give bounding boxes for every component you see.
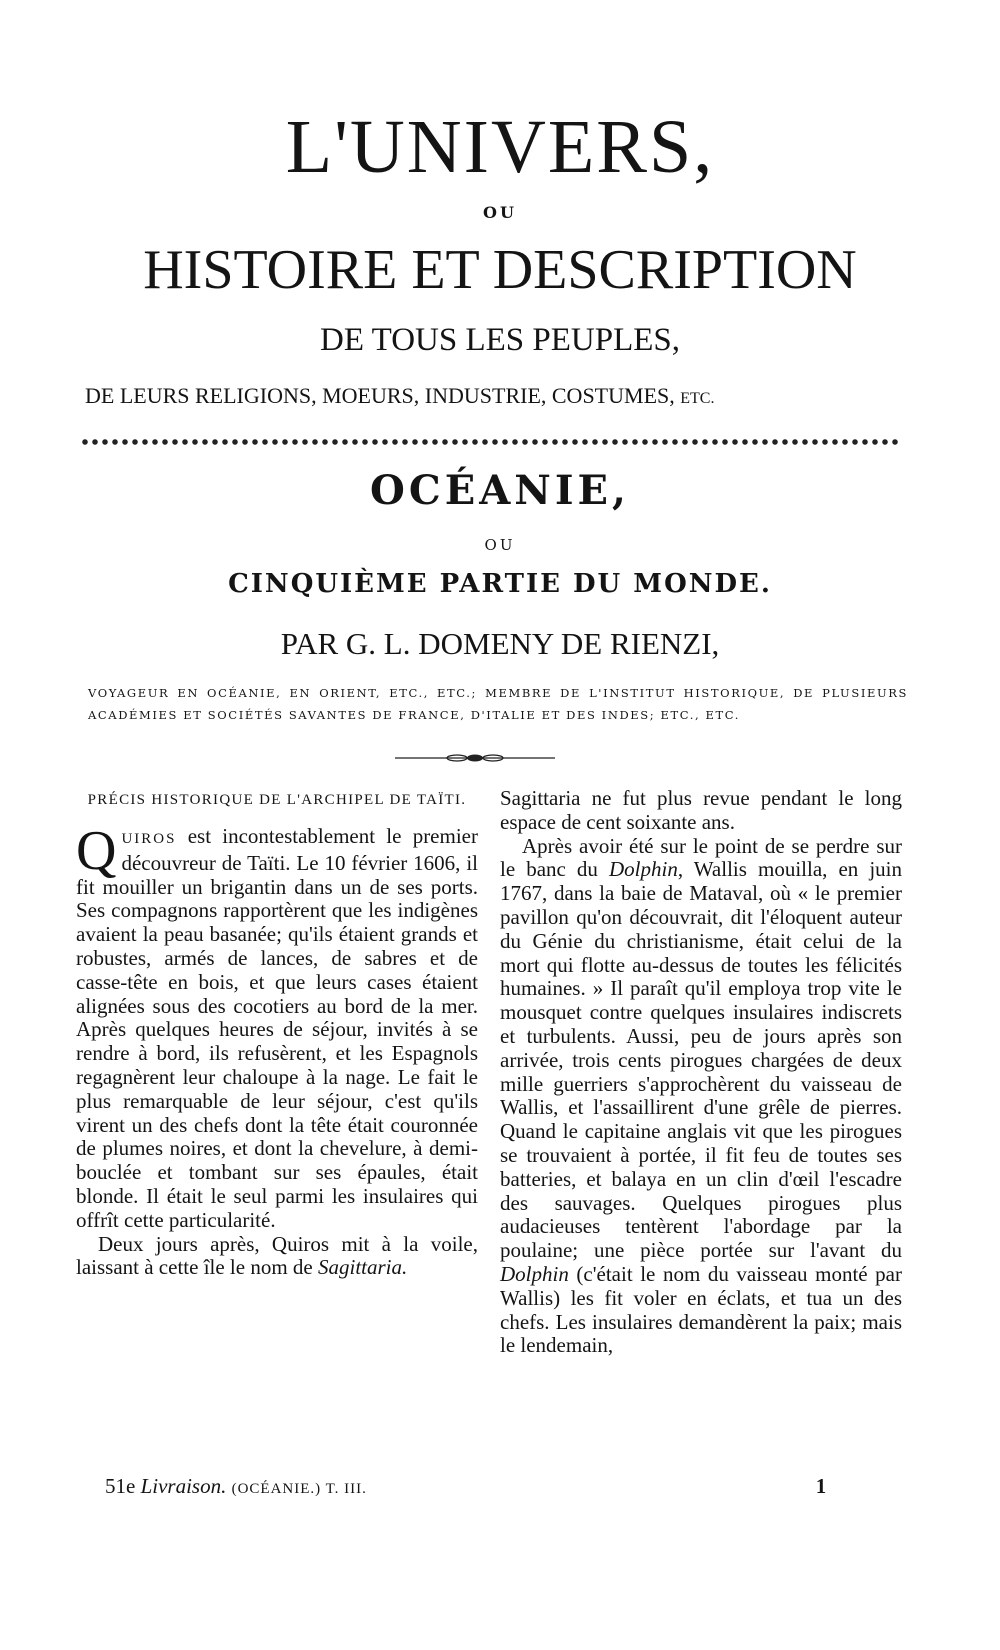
subtitle-peuples: DE TOUS LES PEUPLES,: [319, 322, 680, 358]
section-heading: PRÉCIS HISTORIQUE DE L'ARCHIPEL DE TAÏTI.: [87, 792, 467, 808]
first-word-smallcaps: UIROS: [121, 831, 177, 847]
wallis-text-c: (c'était le nom du vaisseau monté par Wallis) les fit voler en éclats, et tua un des chefs. Les insulaires demandèrent la paix; mais le lendemain,: [500, 1261, 902, 1358]
paragraph-quiros: [76, 820, 478, 1233]
subtitle-histoire: HISTOIRE ET DESCRIPTION: [143, 239, 857, 301]
conjunction-ou-2: OU: [484, 536, 516, 554]
conjunction-ou-1: OU: [483, 203, 517, 222]
dotted-ornament-divider: [80, 437, 898, 447]
paragraph-1-text: est incontestablement le premier découvreur de Taïti. Le 10 février 1606, il fit mouiller un brigantin dans un de ses ports. Ses compagnons rapportèrent que les indigènes avaient la peau basanée; qu'ils étaient grands et robustes, armés de lances, de sabres et de casse-tête en bois, et que leurs cases étaient alignées sous des cocotiers au bord de la mer. Après quelques heures de séjour, invités à se rendre à bord, ils refusèrent, et les Espagnols regagnèrent leur chaloupe à la nage. Le fait le plus remarquable de leur séjour, c'est qu'ils virent un des chefs dont la tête était couronnée de plumes noires, et dont la chevelure, à demi-bouclée et tombant sur ses épaules, était blonde. Il était le seul parmi les insulaires qui offrît cette particularité.: [76, 824, 478, 1232]
main-title: L'UNIVERS,: [285, 105, 715, 189]
livraison-word: Livraison.: [140, 1474, 227, 1498]
subtitle-etc: ETC.: [680, 390, 715, 407]
subtitle-religions: [85, 381, 905, 414]
flourish-rule-icon: [395, 753, 555, 763]
author-credentials: VOYAGEUR EN OCÉANIE, EN ORIENT, ETC., ETC.; MEMBRE DE L'INSTITUT HISTORIQUE, DE PLUSIEURS ACADÉMIES ET SOCIÉTÉS SAVANTES DE FRANCE, D'ITALIE ET DES INDES; ETC., ETC.: [88, 686, 908, 722]
paragraph-wallis: [500, 835, 902, 1359]
livraison-number: 51e: [105, 1474, 136, 1498]
footer-signature: [105, 1474, 505, 1499]
paragraph-2-text: Deux jours après, Quiros mit à la voile, laissant à cette île le nom de: [76, 1231, 478, 1280]
right-column: [500, 787, 902, 1358]
page-number: 1: [815, 1474, 827, 1498]
paragraph-sagittaria: Sagittaria ne fut plus revue pendant le long espace de cent soixante ans.: [500, 786, 902, 834]
wallis-text-b: , Wallis mouilla, en juin 1767, dans la baie de Mataval, où « le premier pavillon qu'on découvrait, dit l'éloquent auteur du Génie du christianisme, était celui de la mort qui flotte au-dessus de toutes les félicités humaines. » Il paraît qu'il employa trop vite le mousquet contre quelques insulaires indiscrets et turbulents. Aussi, peu de jours après son arrivée, trois cents pirogues chargées de deux mille guerriers s'approchèrent du vaisseau de Wallis, et l'assaillirent d'une grêle de pierres. Quand le capitaine anglais vit que les pirogues se trouvaient à portée, il fit feu de toutes ses batteries, et balaya en un clin d'œil l'escadre des sauvages. Quelques pirogues plus audacieuses tentèrent l'abordage par la poulaine; une pièce portée sur l'avant du: [500, 857, 903, 1263]
subtitle-religions-text: DE LEURS RELIGIONS, MOEURS, INDUSTRIE, COSTUMES,: [85, 383, 675, 408]
dolphin-italic-2: Dolphin: [500, 1261, 569, 1286]
dolphin-italic-1: Dolphin: [609, 857, 678, 882]
sagittaria-italic: Sagittaria.: [318, 1255, 408, 1280]
volume-title: OCÉANIE,: [370, 467, 630, 514]
volume-subtitle: CINQUIÈME PARTIE DU MONDE.: [228, 569, 772, 599]
volume-reference: (OCÉANIE.) T. III.: [231, 1481, 367, 1497]
left-column: [76, 787, 478, 1280]
paragraph-deux-jours: [76, 1233, 478, 1281]
dropcap-letter: Q: [76, 820, 117, 882]
wallis-text-a: Après avoir été sur le point de se perdre sur le banc du: [500, 833, 902, 882]
author-line: PAR G. L. DOMENY DE RIENZI,: [280, 626, 720, 661]
